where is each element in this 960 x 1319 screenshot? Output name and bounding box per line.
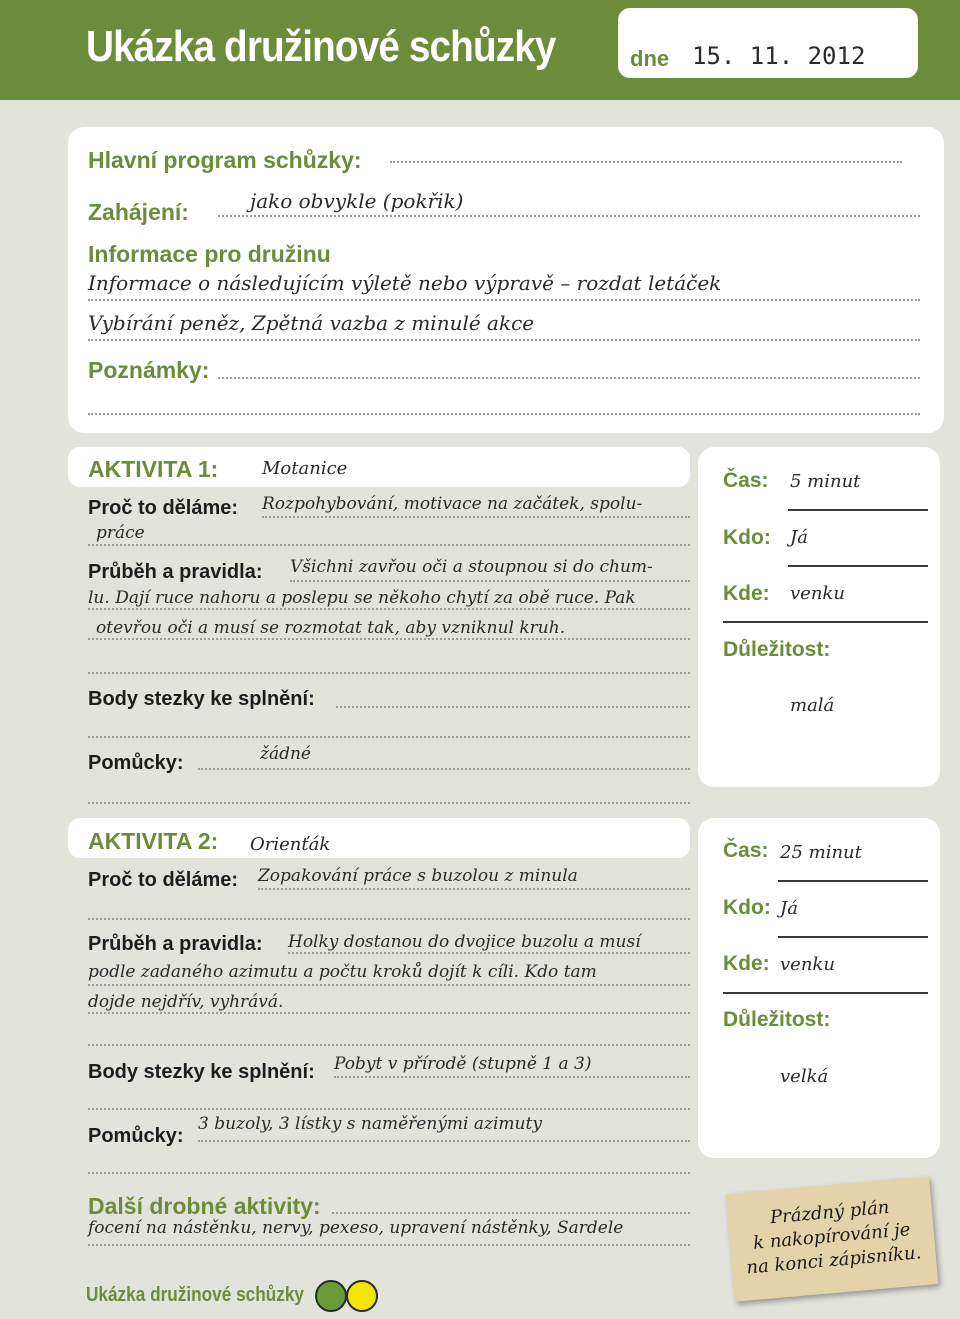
dotted-line xyxy=(88,544,690,546)
dotted-line xyxy=(88,339,920,341)
activity2-tools-value[interactable]: 3 buzoly, 3 lístky s naměřenými azimuty xyxy=(198,1114,542,1134)
activity2-rules-line3[interactable]: dojde nejdřív, vyhrává. xyxy=(88,992,284,1012)
activity2-where-label: Kde: xyxy=(723,952,770,975)
program-card xyxy=(68,127,944,433)
activity2-importance-value[interactable]: velká xyxy=(780,1066,829,1087)
dotted-line xyxy=(88,672,690,674)
activity2-why-line1[interactable]: Zopakování práce s buzolou z minula xyxy=(258,866,578,886)
dotted-line xyxy=(88,1044,690,1046)
dotted-line xyxy=(88,918,690,920)
activity2-rules-label: Průběh a pravidla: xyxy=(88,933,263,955)
activity2-why-label: Proč to děláme: xyxy=(88,869,239,891)
green-circle-icon xyxy=(315,1280,347,1312)
yellow-circle-icon xyxy=(346,1280,378,1312)
info-line-1[interactable]: Informace o následujícím výletě nebo výpravě – rozdat letáček xyxy=(88,271,722,295)
activity1-why-label: Proč to děláme: xyxy=(88,497,239,519)
activity2-who-value[interactable]: Já xyxy=(780,898,798,919)
activity2-time-label: Čas: xyxy=(723,839,769,862)
activity2-points-value[interactable]: Pobyt v přírodě (stupně 1 a 3) xyxy=(334,1054,592,1074)
activity2-name[interactable]: Orienťák xyxy=(250,834,331,855)
date-value[interactable]: 15. 11. 2012 xyxy=(692,42,866,70)
activity2-heading: AKTIVITA 2: xyxy=(88,828,219,854)
dotted-line xyxy=(88,1244,690,1246)
header-bar xyxy=(0,0,960,100)
dotted-line xyxy=(258,888,690,890)
dotted-line xyxy=(290,580,690,582)
dotted-line xyxy=(88,638,690,640)
activity2-time-value[interactable]: 25 minut xyxy=(780,842,862,863)
dotted-line xyxy=(88,736,690,738)
activity1-rules-label: Průběh a pravidla: xyxy=(88,561,263,583)
dotted-line xyxy=(88,802,690,804)
activity1-time-label: Čas: xyxy=(723,469,769,492)
dotted-line xyxy=(288,952,690,954)
activity1-importance-value[interactable]: malá xyxy=(790,695,835,716)
activity1-side-card xyxy=(698,447,940,787)
dotted-line xyxy=(390,161,902,163)
side-line xyxy=(778,936,928,938)
activity2-importance-label: Důležitost: xyxy=(723,1008,831,1031)
side-line xyxy=(723,992,928,994)
activity1-points-label: Body stezky ke splnění: xyxy=(88,688,315,710)
dotted-line xyxy=(88,1108,690,1110)
page-title: Ukázka družinové schůzky xyxy=(86,22,556,71)
date-box xyxy=(618,8,918,78)
dotted-line xyxy=(218,215,920,217)
activity1-rules-line3[interactable]: otevřou oči a musí se rozmotat tak, aby vzniknul kruh. xyxy=(96,618,566,638)
activity1-heading: AKTIVITA 1: xyxy=(88,456,219,482)
activity1-name[interactable]: Motanice xyxy=(262,458,348,479)
side-line xyxy=(788,509,928,511)
activity1-who-value[interactable]: Já xyxy=(790,527,808,548)
activity1-tools-label: Pomůcky: xyxy=(88,752,184,774)
activity1-why-line1[interactable]: Rozpohybování, motivace na začátek, spolu- xyxy=(262,494,643,514)
dotted-line xyxy=(198,1140,690,1142)
activity1-rules-line1[interactable]: Všichni zavřou oči a stoupnou si do chum- xyxy=(290,557,653,577)
footer-title: Ukázka družinové schůzky xyxy=(86,1284,304,1306)
dotted-line xyxy=(336,706,690,708)
activity2-rules-line1[interactable]: Holky dostanou do dvojice buzolu a musí xyxy=(288,932,641,952)
dotted-line xyxy=(334,1076,690,1078)
sticky-note-text: Prázdný plán k nakopírování je na konci zápisníku. xyxy=(745,1196,923,1279)
dotted-line xyxy=(218,377,920,379)
activity1-who-label: Kdo: xyxy=(723,526,771,549)
dotted-line xyxy=(88,299,920,301)
sticky-note xyxy=(726,1176,939,1301)
info-label: Informace pro družinu xyxy=(88,241,331,267)
activity1-where-label: Kde: xyxy=(723,582,770,605)
extra-activities-label: Další drobné aktivity: xyxy=(88,1193,321,1219)
dotted-line xyxy=(198,768,690,770)
opening-value[interactable]: jako obvykle (pokřik) xyxy=(250,189,464,213)
activity2-points-label: Body stezky ke splnění: xyxy=(88,1061,315,1083)
main-program-label: Hlavní program schůzky: xyxy=(88,147,362,173)
activity2-side-card xyxy=(698,818,940,1158)
side-line xyxy=(788,565,928,567)
dotted-line xyxy=(88,1012,690,1014)
dotted-line xyxy=(88,1172,690,1174)
side-line xyxy=(778,880,928,882)
notes-label: Poznámky: xyxy=(88,357,210,383)
dotted-line xyxy=(88,984,690,986)
activity1-importance-label: Důležitost: xyxy=(723,638,831,661)
dotted-line xyxy=(88,413,920,415)
activity2-who-label: Kdo: xyxy=(723,896,771,919)
activity1-where-value[interactable]: venku xyxy=(790,583,845,604)
opening-label: Zahájení: xyxy=(88,199,189,225)
date-label: dne xyxy=(630,46,670,71)
activity2-rules-line2[interactable]: podle zadaného azimutu a počtu kroků dojít k cíli. Kdo tam xyxy=(88,962,597,982)
side-line xyxy=(723,621,928,623)
extra-activities-value[interactable]: focení na nástěnku, nervy, pexeso, upravení nástěnky, Sardele xyxy=(88,1218,624,1238)
activity2-tools-label: Pomůcky: xyxy=(88,1125,184,1147)
activity1-rules-line2[interactable]: lu. Dají ruce nahoru a poslepu se někoho chytí za obě ruce. Pak xyxy=(88,588,636,608)
dotted-line xyxy=(88,608,690,610)
dotted-line xyxy=(262,516,690,518)
activity2-where-value[interactable]: venku xyxy=(780,954,835,975)
dotted-line xyxy=(332,1212,690,1214)
activity1-tools-value[interactable]: žádné xyxy=(260,744,311,764)
activity1-why-line2[interactable]: práce xyxy=(96,523,145,543)
activity1-time-value[interactable]: 5 minut xyxy=(790,471,861,492)
info-line-2[interactable]: Vybírání peněz, Zpětná vazba z minulé akce xyxy=(88,311,535,335)
